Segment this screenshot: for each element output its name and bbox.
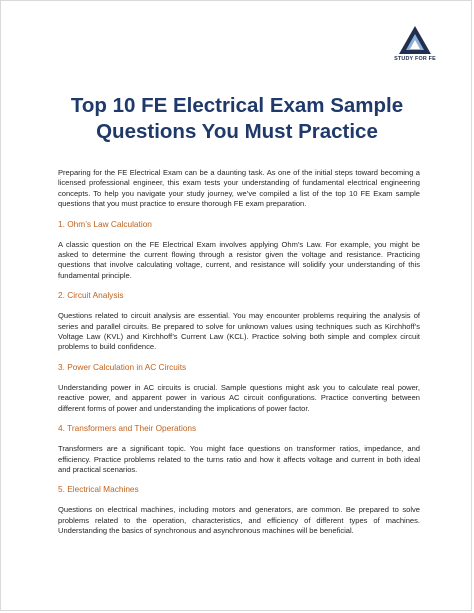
section-heading: 4. Transformers and Their Operations [58,423,197,434]
intro-paragraph: Preparing for the FE Electrical Exam can be a daunting task. As one of the initial steps toward becoming a licensed professional engineer, this exam tests your understanding of fundamental electrical engineering concepts. To help you navigate your study journey, we’ve compiled a list of the top 10 FE Exam sample questions that you must practice to ensure thorough FE exam preparation. [58,168,420,209]
section-paragraph: Questions on electrical machines, including motors and generators, are common. Be prepared to solve problems related to the operation, characteristics, and efficiency of different types of machines. Understanding the basics of synchronous and asynchronous machines will be beneficial. [58,505,420,536]
section-paragraph: Questions related to circuit analysis are essential. You may encounter problems requiring the analysis of series and parallel circuits. Be prepared to solve for unknown values using techniques such as Kirchhoff’s Voltage Law (KVL) and Kirchhoff’s Current Law (KCL). Practice solving both simple and complex circuit problems to build confidence. [58,311,420,352]
document-body [58,168,420,537]
page-title [31,93,443,145]
section-paragraph: Understanding power in AC circuits is crucial. Sample questions might ask you to calculate real power, reactive power, and apparent power in various AC circuit configurations. Practice converting between different forms of power and understanding the implications of power factor. [58,382,420,413]
section-paragraph: Transformers are a significant topic. You might face questions on transformer ratios, impedance, and efficiency. Practice problems related to the turns ratio and how it affects voltage and current in both ideal and practical scenarios. [58,444,420,474]
section-heading: 3. Power Calculation in AC Circuits [58,361,187,372]
title-line-1: Top 10 FE Electrical Exam Sample [70,94,404,117]
section-heading: 1. Ohm’s Law Calculation [58,218,152,229]
section-heading: 2. Circuit Analysis [58,290,124,301]
brand-logo [390,25,440,62]
title-line-2: Questions You Must Practice [96,120,378,143]
section-paragraph: A classic question on the FE Electrical Exam involves applying Ohm’s Law. For example, you might be asked to determine the current flowing through a resistor given the voltage and resistance. Practicing questions that involve calculating voltage, current, and resistance will solidify your understanding of this fundamental principle. [58,239,420,280]
section-heading: 5. Electrical Machines [58,484,139,495]
brand-mark-icon [398,25,432,55]
brand-name: STUDY FOR FE [394,56,436,62]
